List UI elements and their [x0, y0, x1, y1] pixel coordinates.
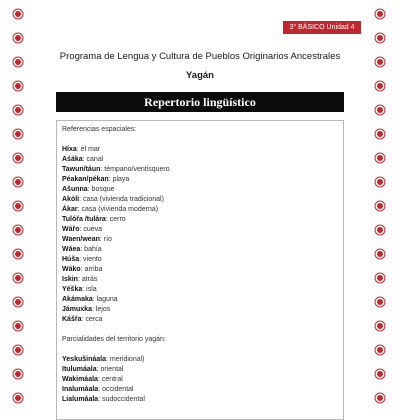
vocab-entry — [62, 155, 338, 165]
territory-heading: Parcialidades del territorio yagán: — [62, 336, 166, 343]
ornament-dot — [377, 11, 383, 17]
spatial-list — [62, 145, 338, 325]
ornament-dot — [377, 227, 383, 233]
vocab-entry — [62, 365, 338, 375]
vocab-term: Kášřa — [62, 316, 82, 323]
ornament-dot — [15, 59, 21, 65]
vocab-term: Yeskušináala — [62, 356, 106, 363]
vocab-term: Húša — [62, 256, 80, 263]
vocab-entry — [62, 315, 338, 325]
vocab-entry — [62, 255, 338, 265]
ornament-dot — [15, 251, 21, 257]
ornament-dot — [377, 371, 383, 377]
vocab-entry — [62, 215, 338, 225]
vocab-meaning: : atrás — [77, 276, 98, 283]
vocab-term: Inalumáala — [62, 386, 99, 393]
vocab-meaning: : cueva — [79, 226, 103, 233]
vocab-entry — [62, 265, 338, 275]
section-title: Repertorio lingüístico — [56, 92, 344, 112]
ornament-dot — [15, 299, 21, 305]
vocab-term: Wakimáala — [62, 376, 98, 383]
vocab-meaning: : lejos — [91, 306, 111, 313]
vocab-term: Ašunna — [62, 186, 88, 193]
vocab-meaning: : viento — [79, 256, 102, 263]
ornament-dot — [377, 275, 383, 281]
vocab-entry — [62, 235, 338, 245]
vocab-meaning: : occidental — [98, 386, 134, 393]
vocab-term: Tulóřa /tulára — [62, 216, 106, 223]
spacer — [62, 325, 338, 335]
vocab-term: Lialumáala — [62, 396, 99, 403]
ornament-dot — [377, 323, 383, 329]
program-title: Programa de Lengua y Cultura de Pueblos Originarios Ancestrales — [59, 51, 341, 62]
vocab-entry — [62, 395, 338, 405]
ornament-dot — [377, 131, 383, 137]
spacer — [62, 135, 338, 145]
decorative-border-right — [376, 0, 390, 400]
spatial-heading: Referencias espaciales: — [62, 126, 137, 133]
ornament-dot — [15, 323, 21, 329]
ornament-dot — [377, 83, 383, 89]
vocab-meaning: : oriental — [96, 366, 124, 373]
ornament-dot — [377, 155, 383, 161]
vocab-entry — [62, 185, 338, 195]
spacer — [62, 345, 338, 355]
vocab-meaning: : casa (vivienda tradicional) — [79, 196, 164, 203]
vocab-term: Péakan/pékan — [62, 176, 109, 183]
vocab-entry — [62, 385, 338, 395]
vocab-entry — [62, 245, 338, 255]
vocab-term: Tawun/táun — [62, 166, 101, 173]
decorative-border-left — [14, 0, 28, 400]
ornament-dot — [377, 35, 383, 41]
vocab-meaning: : canal — [82, 156, 104, 163]
vocab-meaning: : sudoccidental — [98, 396, 145, 403]
ornament-dot — [15, 371, 21, 377]
vocab-entry — [62, 355, 338, 365]
vocab-meaning: : central — [97, 376, 123, 383]
ornament-dot — [15, 179, 21, 185]
ornament-dot — [15, 227, 21, 233]
vocab-meaning: : isla — [82, 286, 97, 293]
vocab-meaning: : cerro — [105, 216, 126, 223]
ornament-dot — [377, 251, 383, 257]
vocab-term: Wářo — [62, 226, 80, 233]
ornament-dot — [377, 59, 383, 65]
ornament-dot — [15, 275, 21, 281]
vocab-meaning: : meridional) — [105, 356, 145, 363]
grade-unit-badge: 3° BÁSICO Unidad 4 — [283, 21, 361, 34]
language-title: Yagán — [186, 70, 214, 81]
vocab-term: Akámaka — [62, 296, 93, 303]
ornament-dot — [377, 107, 383, 113]
territory-list — [62, 355, 338, 405]
ornament-dot — [15, 83, 21, 89]
vocab-entry — [62, 305, 338, 315]
vocab-term: Waen/wean — [62, 236, 100, 243]
vocabulary-box — [56, 120, 344, 420]
ornament-dot — [15, 395, 21, 401]
vocab-meaning: : playa — [108, 176, 130, 183]
vocab-term: Híxa — [62, 146, 77, 153]
ornament-dot — [15, 107, 21, 113]
vocab-term: Wáko — [62, 266, 81, 273]
vocab-meaning: : río — [99, 236, 112, 243]
vocab-meaning: : bahía — [80, 246, 102, 253]
vocab-meaning: : laguna — [92, 296, 118, 303]
vocab-term: Itulumáala — [62, 366, 97, 373]
ornament-dot — [15, 35, 21, 41]
vocab-meaning: : bosque — [87, 186, 115, 193]
ornament-dot — [15, 203, 21, 209]
vocab-entry — [62, 145, 338, 155]
vocab-term: Akóli — [62, 196, 80, 203]
ornament-dot — [377, 203, 383, 209]
vocab-term: Iskin — [62, 276, 78, 283]
vocab-meaning: : témpano/ventisquero — [100, 166, 170, 173]
ornament-dot — [377, 347, 383, 353]
vocab-entry — [62, 165, 338, 175]
vocab-term: Wáea — [62, 246, 81, 253]
ornament-dot — [377, 299, 383, 305]
vocab-entry — [62, 295, 338, 305]
ornament-dot — [15, 131, 21, 137]
vocab-meaning: : casa (vivienda moderna) — [77, 206, 159, 213]
vocab-entry — [62, 175, 338, 185]
vocab-entry — [62, 285, 338, 295]
vocab-entry — [62, 225, 338, 235]
vocab-meaning: : arriba — [80, 266, 103, 273]
vocab-term: Yéška — [62, 286, 83, 293]
vocab-entry — [62, 375, 338, 385]
vocab-term: Ákar — [62, 206, 78, 213]
vocab-term: Jámuxka — [62, 306, 92, 313]
ornament-dot — [377, 179, 383, 185]
vocab-entry — [62, 275, 338, 285]
ornament-dot — [377, 395, 383, 401]
vocab-meaning: : cerca — [81, 316, 103, 323]
vocab-entry — [62, 195, 338, 205]
vocab-entry — [62, 205, 338, 215]
ornament-dot — [15, 11, 21, 17]
ornament-dot — [15, 347, 21, 353]
ornament-dot — [15, 155, 21, 161]
vocab-meaning: : el mar — [76, 146, 101, 153]
vocab-term: Aśáka — [62, 156, 83, 163]
